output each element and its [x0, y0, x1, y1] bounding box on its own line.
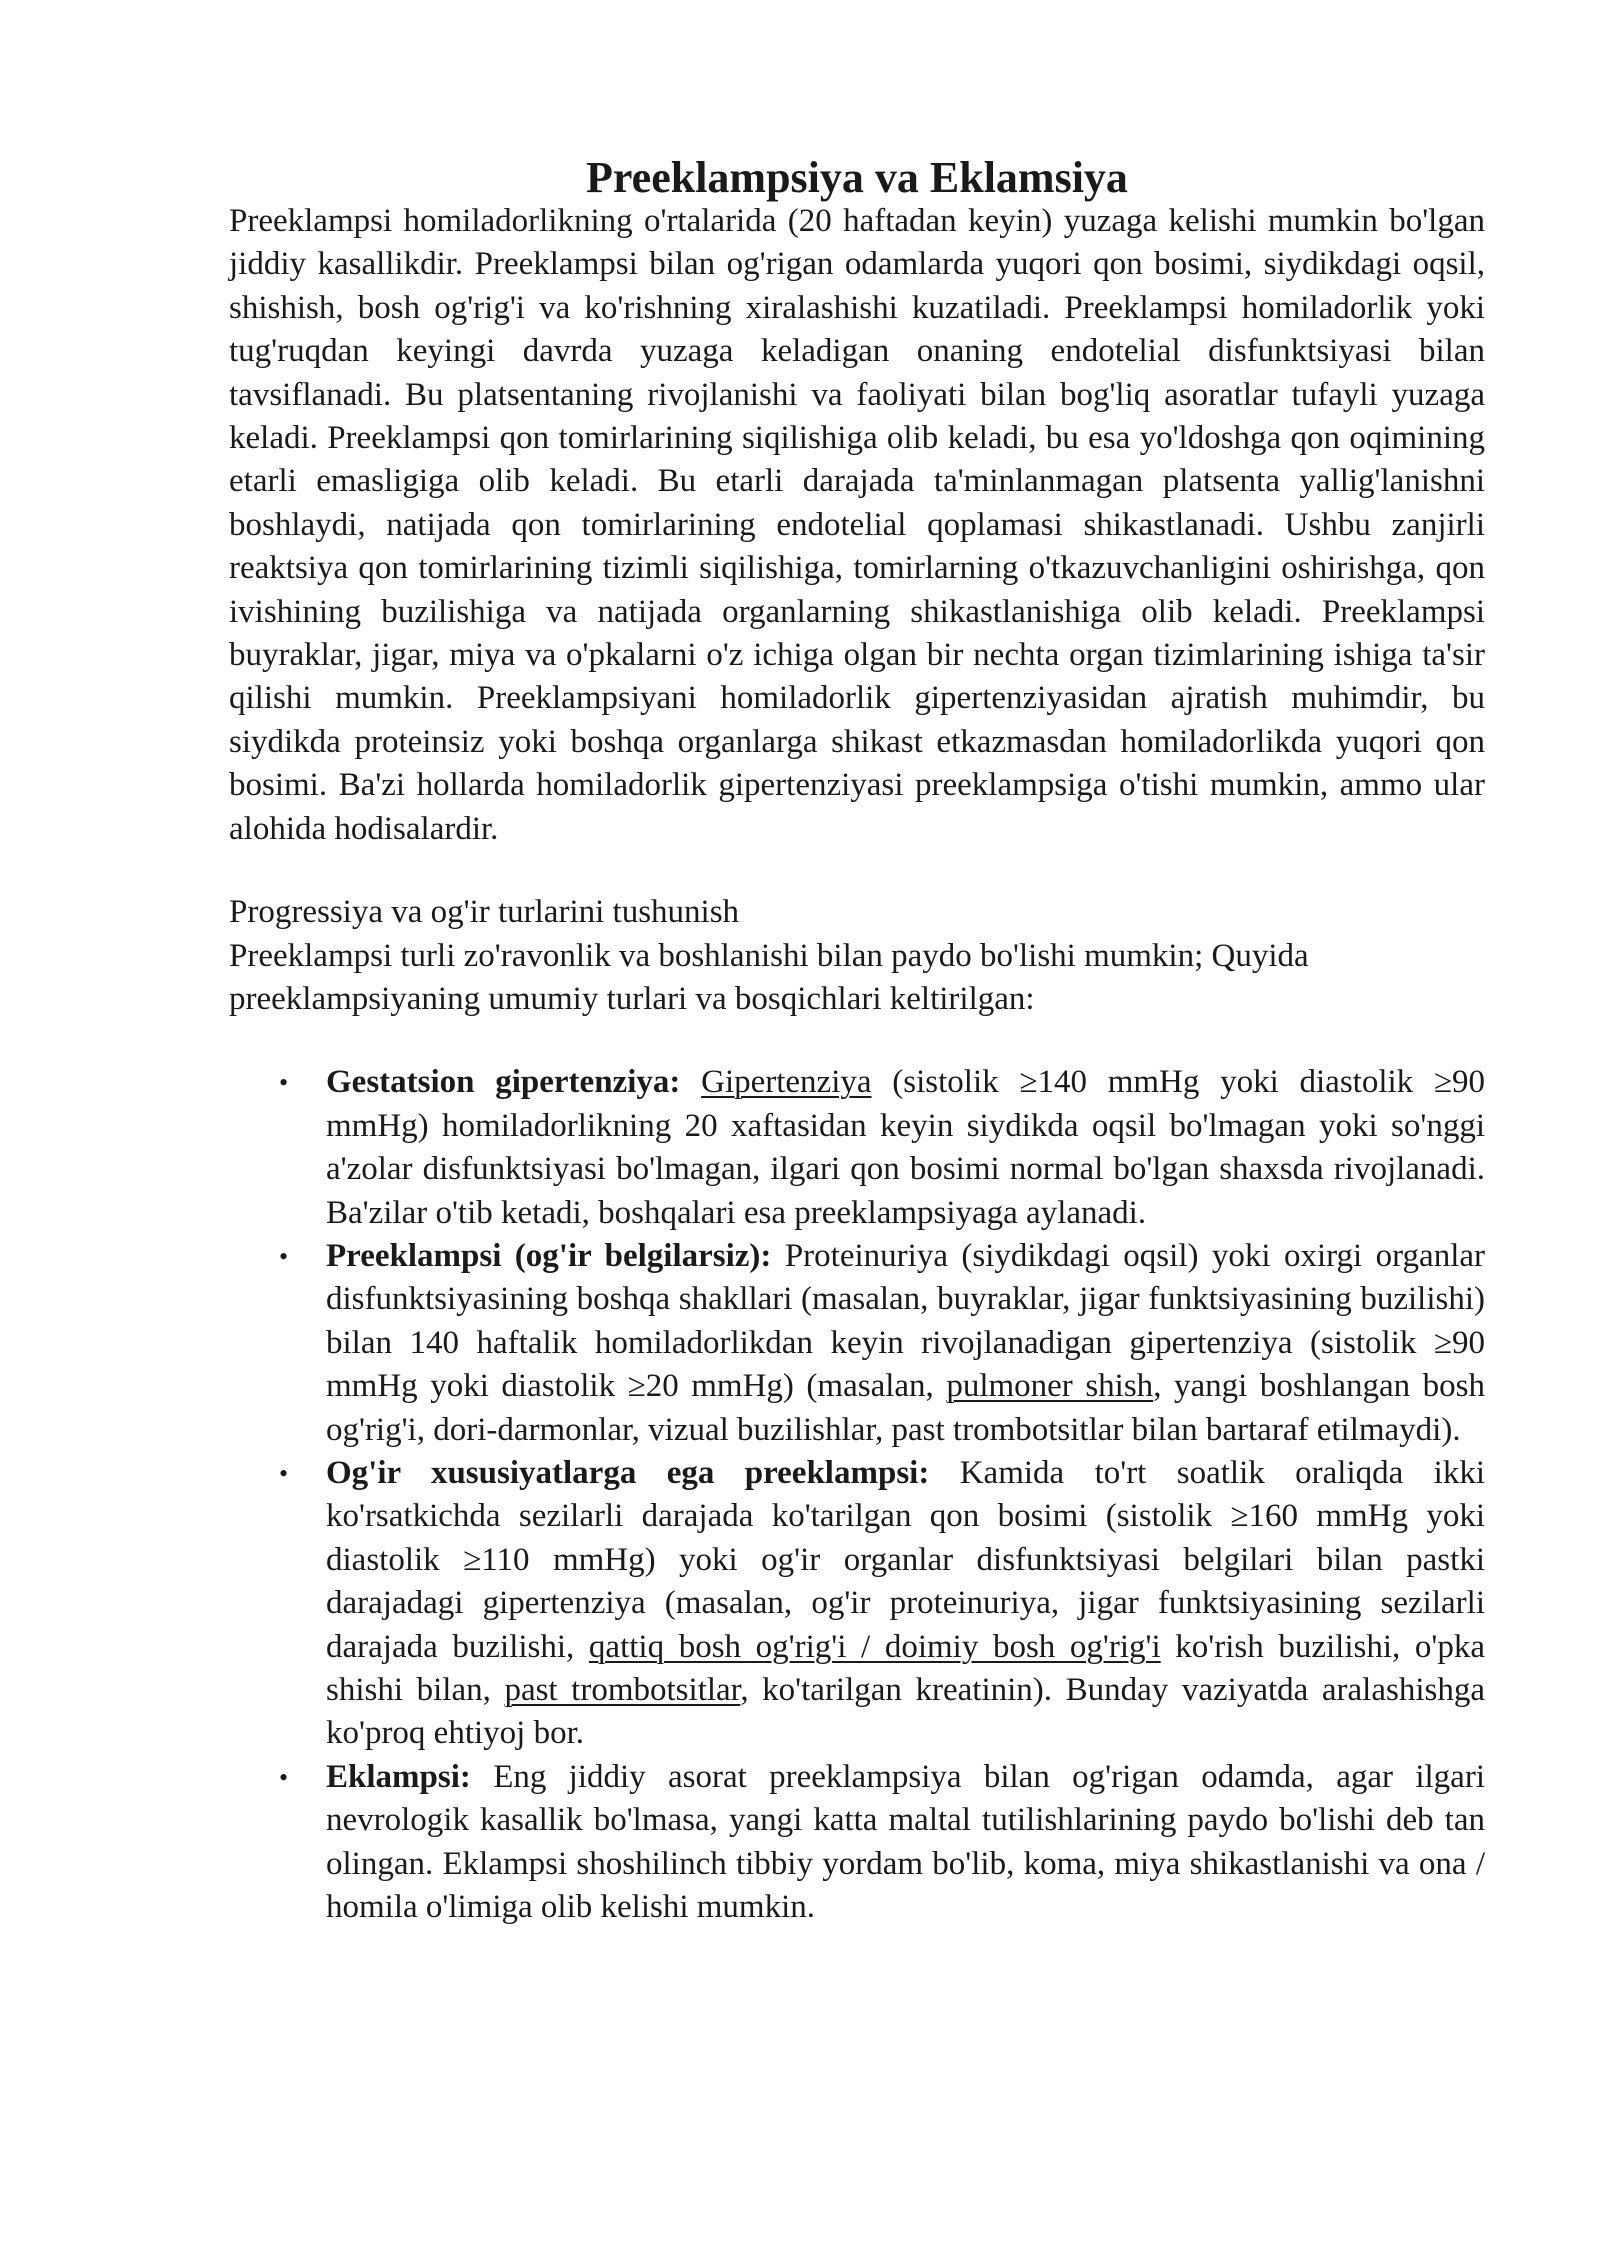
- item-text: Eng jiddiy asorat preeklampsiya bilan og'rigan odamda, agar ilgari nevrologik kasallik bo'lmasa, yangi katta maltal tutilishlarining paydo bo'lishi deb tan olingan. Eklampsi shoshilinch tibbiy yordam bo'lib, koma, miya shikastlanishi va ona / homila o'limiga olib kelishi mumkin.: [326, 1758, 1485, 1926]
- term-label: Preeklampsi (og'ir belgilarsiz):: [326, 1237, 772, 1274]
- bullet-icon: •: [279, 1068, 289, 1098]
- term-label: Gestatsion gipertenziya:: [326, 1064, 681, 1101]
- preeclampsia-types-list: [229, 1061, 1485, 1929]
- document-page: [229, 150, 1485, 1929]
- item-text: , yangi boshlangan bosh og'rig'i, dori-darmonlar, vizual buzilishlar, past trombotsitlar bilan bartaraf etilmaydi).: [326, 1368, 1485, 1448]
- paragraph-spacer: [229, 851, 1485, 891]
- list-item-eclampsia: [229, 1756, 1485, 1930]
- section-intro: Preeklampsi turli zo'ravonlik va boshlanishi bilan paydo bo'lishi mumkin; Quyida preeklampsiyaning umumiy turlari va bosqichlari keltirilgan:: [229, 937, 1309, 1017]
- paragraph-spacer: [229, 1021, 1485, 1061]
- pulmonary-edema-link[interactable]: pulmoner shish: [946, 1368, 1154, 1405]
- bullet-icon: •: [279, 1762, 289, 1792]
- severe-headache-link[interactable]: qattiq bosh og'rig'i / doimiy bosh og'rig'i: [588, 1628, 1161, 1665]
- item-text: Proteinuriya (siydikdagi oqsil) yoki oxirgi organlar disfunktsiyasining boshqa shakllari (masalan, buyraklar, jigar funktsiyasining buzilishi) bilan 140 haftalik homiladorlikdan keyin rivojlanadigan gipertenziya (sistolik ≥90 mmHg yoki diastolik ≥20 mmHg) (masalan,: [326, 1237, 1485, 1405]
- item-text: , ko'tarilgan kreatinin). Bunday vaziyatda aralashishga ko'proq ehtiyoj bor.: [326, 1672, 1485, 1752]
- item-text: Kamida to'rt soatlik oraliqda ikki ko'rsatkichda sezilarli darajada ko'tarilgan qon bosimi (sistolik ≥160 mmHg yoki diastolik ≥110 mmHg) yoki og'ir organlar disfunktsiyasi belgilari bilan pastki darajadagi gipertenziya (masalan, og'ir proteinuriya, jigar funktsiyasining sezilarli darajada buzilishi,: [326, 1454, 1485, 1665]
- low-platelets-link[interactable]: past trombotsitlar: [504, 1672, 741, 1708]
- term-label: Og'ir xususiyatlarga ega preeklampsi:: [326, 1454, 930, 1491]
- item-text: ko'rish buzilishi, o'pka shishi bilan,: [326, 1628, 1485, 1708]
- item-text: (sistolik ≥140 mmHg yoki diastolik ≥90 mmHg) homiladorlikning 20 xaftasidan keyin siydikda oqsil bo'lmagan yoki so'nggi a'zolar disfunktsiyasi bo'lmagan, ilgari qon bosimi normal bo'lgan shaxsda rivojlanadi. Ba'zilar o'tib ketadi, boshqalari esa preeklampsiyaga aylanadi.: [326, 1064, 1486, 1231]
- bullet-icon: •: [279, 1241, 289, 1271]
- list-item-gestational-hypertension: [229, 1061, 1485, 1235]
- document-title: Preeklampsiya va Eklamsiya: [586, 153, 1128, 202]
- list-item-preeclampsia-severe: [229, 1452, 1485, 1756]
- intro-paragraph: Preeklampsi homiladorlikning o'rtalarida (20 haftadan keyin) yuzaga kelishi mumkin bo'lgan jiddiy kasallikdir. Preeklampsi bilan og'rigan odamlarda yuqori qon bosimi, siydikdagi oqsil, shishish, bosh og'rig'i va ko'rishning xiralashishi kuzatiladi. Preeklampsi homiladorlik yoki tug'ruqdan keyingi davrda yuzaga keladigan onaning endotelial disfunktsiyasi bilan tavsiflanadi. Bu platsentaning rivojlanishi va faoliyati bilan bog'liq asoratlar tufayli yuzaga keladi. Preeklampsi qon tomirlarining siqilishiga olib keladi, bu esa yo'ldoshga qon oqimining etarli emasligiga olib keladi. Bu etarli darajada ta'minlanmagan platsenta yallig'lanishni boshlaydi, natijada qon tomirlarining endotelial qoplamasi shikastlanadi. Ushbu zanjirli reaktsiya qon tomirlarining tizimli siqilishiga, tomirlarning o'tkazuvchanligini oshirishga, qon ivishining buzilishiga va natijada organlarning shikastlanishiga olib keladi. Preeklampsi buyraklar, jigar, miya va o'pkalarni o'z ichiga olgan bir nechta organ tizimlarining ishiga ta'sir qilishi mumkin. Preeklampsiyani homiladorlik gipertenziyasidan ajratish muhimdir, bu siydikda proteinsiz yoki boshqa organlarga shikast etkazmasdan homiladorlikda yuqori qon bosimi. Ba'zi hollarda homiladorlik gipertenziyasi preeklampsiga o'tishi mumkin, ammo ular alohida hodisalardir.: [229, 203, 1485, 847]
- list-item-preeclampsia-mild: [229, 1235, 1485, 1452]
- term-label: Eklampsi:: [326, 1758, 471, 1795]
- section-heading: Progressiya va og'ir turlarini tushunish: [229, 894, 740, 931]
- bullet-icon: •: [279, 1458, 289, 1488]
- hypertension-link[interactable]: Gipertenziya: [701, 1064, 872, 1101]
